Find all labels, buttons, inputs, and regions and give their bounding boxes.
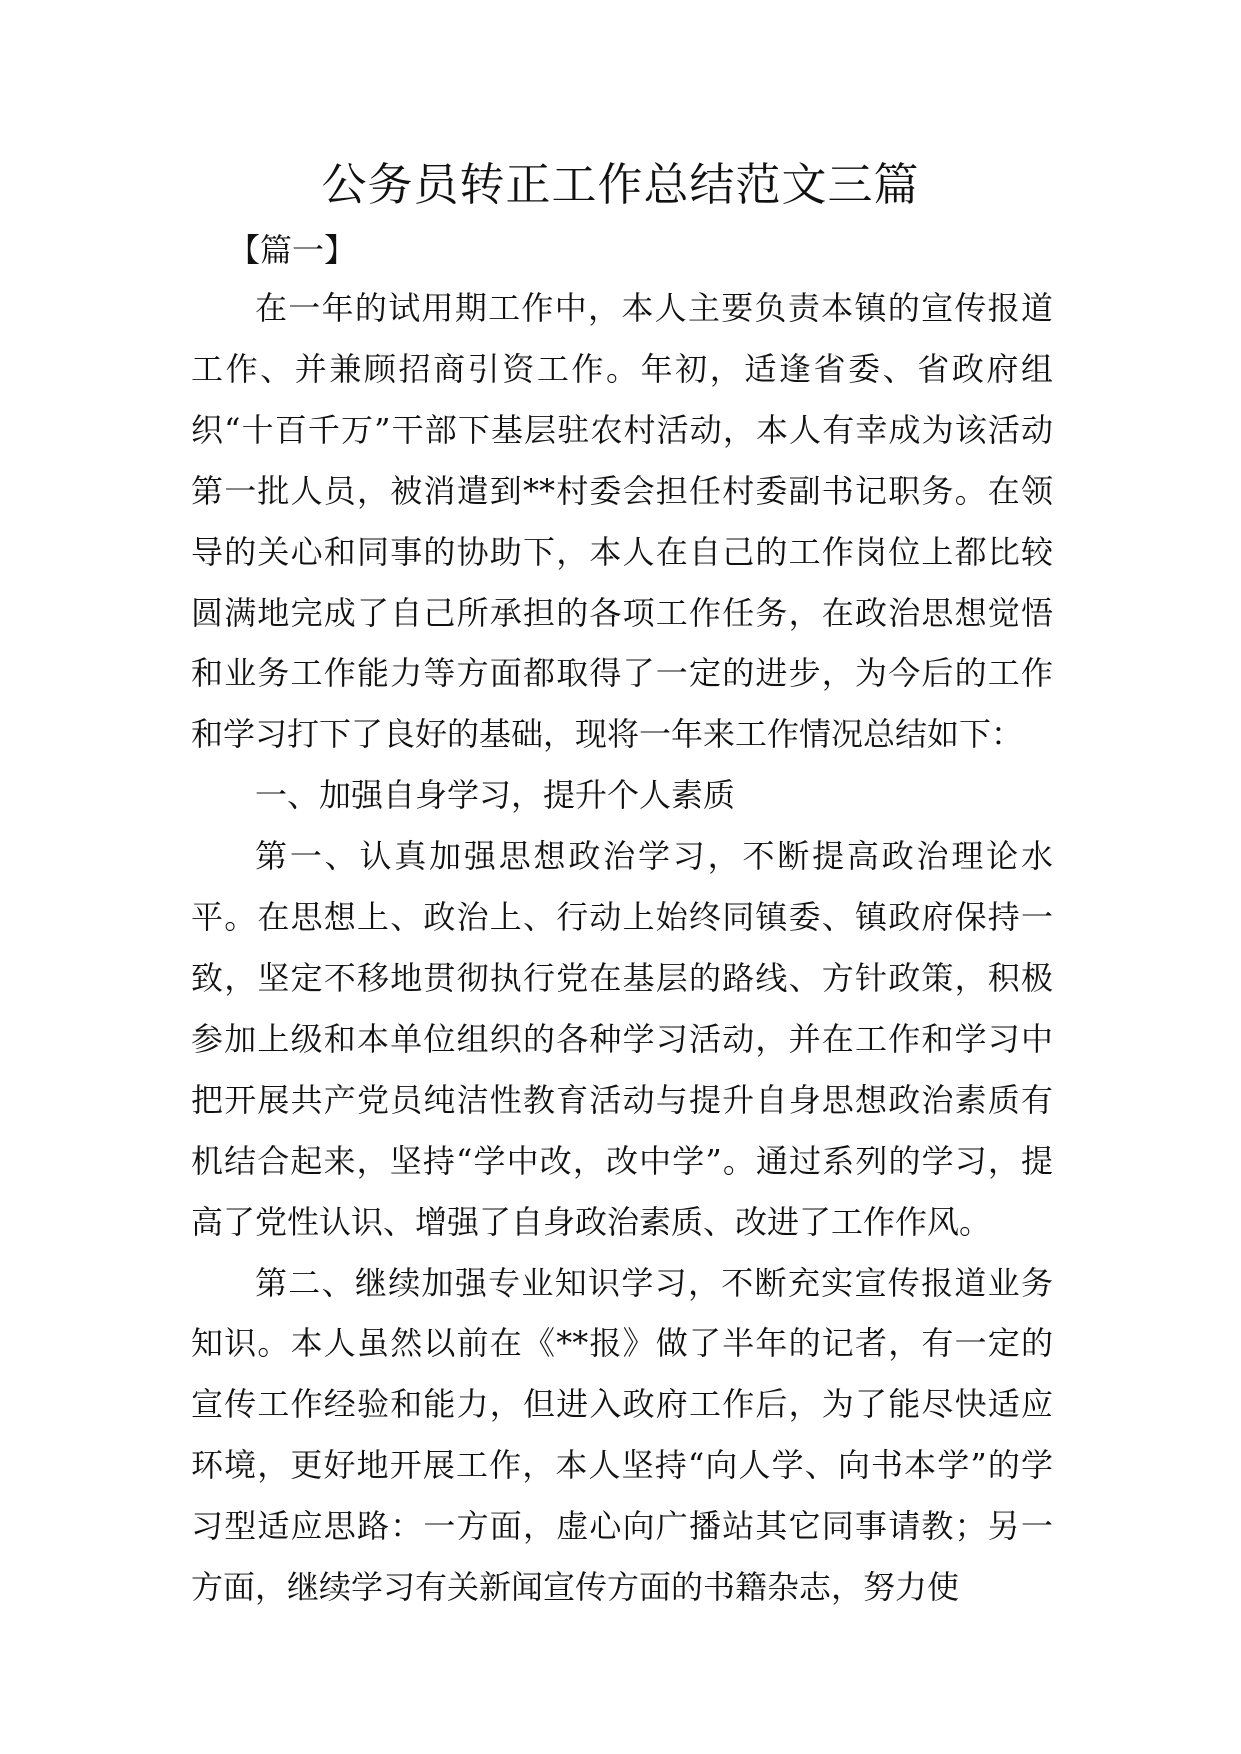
section-label: 【篇一】 [228,231,357,269]
document-title: 公务员转正工作总结范文三篇 [321,158,920,211]
paragraph-heading-1: 一、加强自身学习，提升个人素质 [255,776,736,815]
paragraph-point-1: 第一、认真加强思想政治学习，不断提高政治理论水平。在思想上、政治上、行动上始终同镇委、镇政府保持一致，坚定不移地贯彻执行党在基层的路线、方针政策，积极参加上级和本单位组织的各种学习活动，并在工作和学习中把开展共产党员纯洁性教育活动与提升自身思想政治素质有机结合起来，坚持“学中改，改中学”。通过系列的学习，提高了党性认识、增强了自身政治素质、改进了工作作风。 [191,837,1053,1241]
paragraph-point-2: 第二、继续加强专业知识学习，不断充实宣传报道业务知识。本人虽然以前在《**报》做了半年的记者，有一定的宣传工作经验和能力，但进入政府工作后，为了能尽快适应环境，更好地开展工作，本人坚持“向人学、向书本学”的学习型适应思路：一方面，虚心向广播站其它同事请教；另一方面，继续学习有关新闻宣传方面的书籍杂志，努力使 [191,1263,1053,1607]
paragraph-intro: 在一年的试用期工作中，本人主要负责本镇的宣传报道工作、并兼顾招商引资工作。年初，适逢省委、省政府组织“十百千万”干部下基层驻农村活动，本人有幸成为该活动第一批人员，被消遣到**村委会担任村委副书记职务。在领导的关心和同事的协助下，本人在自己的工作岗位上都比较圆满地完成了自己所承担的各项工作任务，在政治思想觉悟和业务工作能力等方面都取得了一定的进步，为今后的工作和学习打下了良好的基础，现将一年来工作情况总结如下： [191,289,1053,754]
document-body [191,278,1053,1618]
